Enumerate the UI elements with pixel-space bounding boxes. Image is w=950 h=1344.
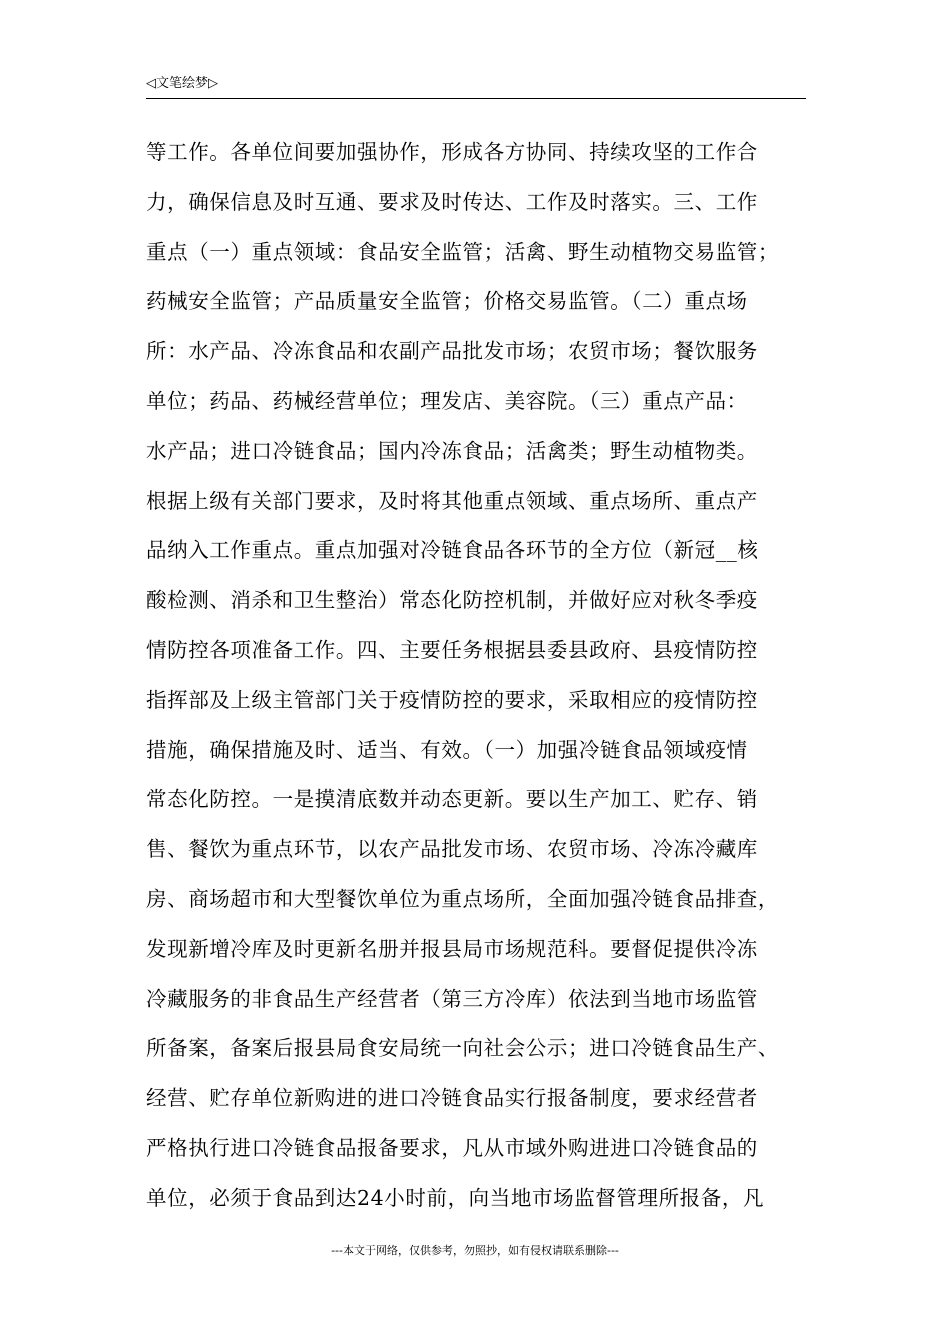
body-line: 发现新增冷库及时更新名册并报县局市场规范科。要督促提供冷冻: [146, 936, 758, 961]
body-line: 根据上级有关部门要求，及时将其他重点领域、重点场所、重点产: [146, 488, 758, 513]
body-line: 酸检测、消杀和卫生整治）常态化防控机制，并做好应对秋冬季疫: [146, 588, 758, 613]
body-line: 等工作。各单位间要加强协作，形成各方协同、持续攻坚的工作合: [146, 140, 758, 164]
body-line: 常态化防控。一是摸清底数并动态更新。要以生产加工、贮存、销: [146, 787, 758, 812]
document-body: [146, 128, 816, 1224]
body-line: 力，确保信息及时互通、要求及时传达、工作及时落实。三、工作: [146, 189, 758, 214]
body-line: 所备案，备案后报县局食安局统一向社会公示；进口冷链食品生产、: [146, 1036, 779, 1061]
body-line: 严格执行进口冷链食品报备要求，凡从市域外购进进口冷链食品的: [146, 1135, 758, 1160]
body-line: 药械安全监管；产品质量安全监管；价格交易监管。（二）重点场: [146, 289, 748, 314]
body-line: 水产品；进口冷链食品；国内冷冻食品；活禽类；野生动植物类。: [146, 438, 758, 463]
body-line: 单位，必须于食品到达24小时前，向当地市场监督管理所报备，凡: [146, 1185, 765, 1210]
body-line: 措施，确保措施及时、适当、有效。（一）加强冷链食品领域疫情: [146, 737, 748, 762]
body-line: 售、餐饮为重点环节，以农产品批发市场、农贸市场、冷冻冷藏库: [146, 837, 758, 862]
body-line: 重点（一）重点领域：食品安全监管；活禽、野生动植物交易监管；: [146, 239, 779, 264]
page-header: [146, 76, 806, 99]
footer-disclaimer: ---本文于网络，仅供参考，勿照抄，如有侵权请联系删除---: [331, 1244, 619, 1257]
body-line: 房、商场超市和大型餐饮单位为重点场所，全面加强冷链食品排查，: [146, 886, 779, 911]
body-line: 冷藏服务的非食品生产经营者（第三方冷库）依法到当地市场监管: [146, 986, 758, 1011]
body-line: 所：水产品、冷冻食品和农副产品批发市场；农贸市场；餐饮服务: [146, 339, 758, 364]
body-line: 品纳入工作重点。重点加强对冷链食品各环节的全方位（新冠__核: [146, 538, 759, 563]
body-line: 情防控各项准备工作。四、主要任务根据县委县政府、县疫情防控: [146, 637, 758, 662]
header-title: ◁文笔绘梦▷: [146, 76, 218, 91]
body-line: 经营、贮存单位新购进的进口冷链食品实行报备制度，要求经营者: [146, 1086, 758, 1111]
body-line: 指挥部及上级主管部门关于疫情防控的要求，采取相应的疫情防控: [146, 687, 758, 712]
body-line: 单位；药品、药械经营单位；理发店、美容院。（三）重点产品：: [146, 388, 748, 413]
